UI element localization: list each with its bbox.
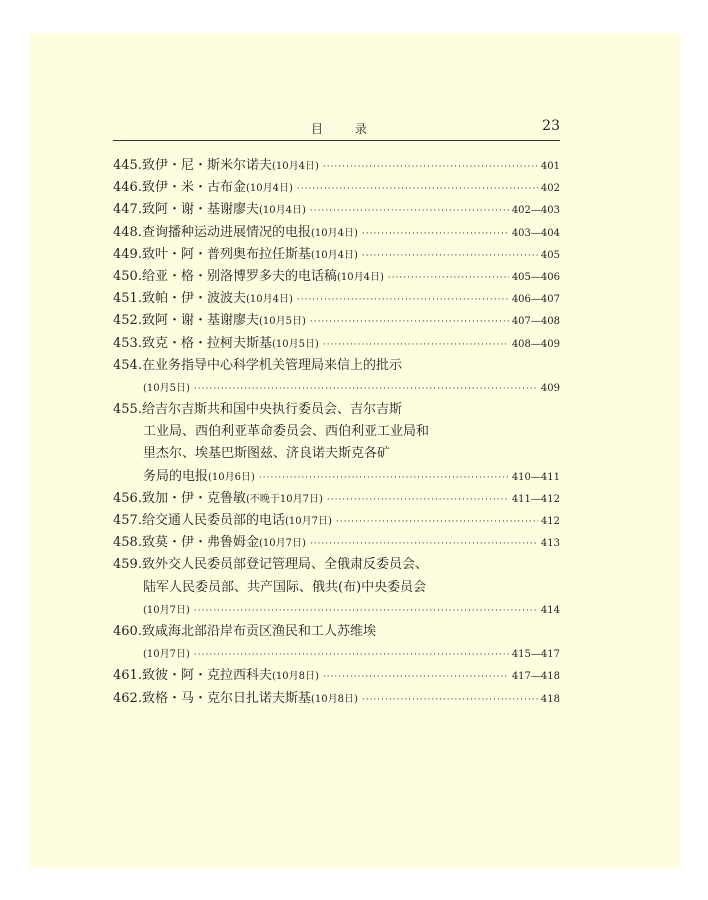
- toc-line-text: [113, 333, 319, 356]
- entry-title: 务局的电报: [143, 468, 209, 484]
- dot-leader: [323, 334, 509, 356]
- toc-entry-458: [113, 532, 560, 554]
- entry-page-number: 402—403: [511, 205, 560, 217]
- toc-line-text: [113, 199, 306, 222]
- toc-line: [113, 466, 560, 488]
- toc-line: [113, 266, 560, 288]
- toc-line-text: [113, 266, 384, 289]
- toc-line: [113, 510, 560, 532]
- toc-entry-454: [113, 355, 560, 399]
- page-number: 23: [542, 118, 560, 134]
- toc-line-text: [143, 643, 190, 666]
- entry-title: 452.致阿・谢・基谢廖夫: [113, 313, 259, 329]
- toc-line: [113, 621, 560, 643]
- entry-page-number: 401: [540, 161, 560, 172]
- entry-title: 456.致加・伊・克鲁敏: [113, 490, 246, 506]
- toc-entry-462: [113, 688, 560, 710]
- dot-leader: [297, 289, 509, 311]
- toc-entry-446: [113, 177, 560, 199]
- toc-line-text: [113, 222, 358, 245]
- entry-date: (10月4日): [245, 294, 293, 306]
- toc-line: [113, 244, 560, 266]
- entry-title: 459.致外交人民委员部登记管理局、全俄肃反委员会、: [113, 557, 428, 573]
- entry-date: (10月8日): [271, 671, 319, 683]
- toc-line-text: [113, 557, 428, 572]
- toc-entry-455: [113, 399, 560, 488]
- entry-title: 445.致伊・尼・斯米尔诺夫: [113, 158, 272, 173]
- toc-line: [113, 532, 560, 554]
- toc-line: [113, 643, 560, 665]
- toc-entry-453: [113, 333, 560, 355]
- toc-line-text: [113, 532, 306, 555]
- dot-leader: [323, 666, 509, 688]
- entry-title: 工业局、西伯利亚革命委员会、西伯利亚工业局和: [143, 424, 430, 440]
- entry-title: 陆军人民委员部、共产国际、俄共(布)中央委员会: [143, 579, 427, 595]
- entry-date: (10月5日): [271, 338, 319, 350]
- entry-date: (10月4日): [245, 183, 293, 195]
- entry-title: 451.致帕・伊・波波夫: [113, 291, 246, 307]
- dot-leader: [194, 600, 538, 622]
- toc-entry-457: [113, 510, 560, 532]
- entry-page-number: 405: [540, 249, 560, 261]
- entry-page-number: 406—407: [511, 294, 560, 306]
- toc-line: [113, 288, 560, 310]
- table-of-contents: [113, 155, 560, 710]
- toc-line: [113, 355, 560, 377]
- entry-page-number: 415—417: [511, 649, 560, 661]
- toc-entry-445: [113, 155, 560, 177]
- entry-date: (不晚于10月7日): [245, 493, 323, 505]
- dot-leader: [362, 245, 538, 267]
- entry-page-number: 411—412: [511, 493, 560, 505]
- toc-line: [113, 377, 560, 399]
- toc-line: [113, 199, 560, 221]
- toc-line: [113, 488, 560, 510]
- toc-line: [113, 222, 560, 244]
- toc-line-text: [113, 510, 332, 533]
- entry-title: 448.查询播种运动进展情况的电报: [113, 224, 311, 240]
- entry-title: 462.致格・马・克尔日扎诺夫斯基: [113, 690, 311, 706]
- toc-line-text: [113, 155, 319, 178]
- entry-date: (10月8日): [310, 693, 358, 705]
- entry-page-number: 418: [540, 693, 560, 705]
- toc-line-text: [143, 446, 390, 461]
- toc-line: [113, 421, 560, 443]
- dot-leader: [194, 378, 538, 400]
- dot-leader: [194, 644, 509, 666]
- entry-page-number: 409: [540, 382, 560, 394]
- entry-title: 457.给交通人民委员部的电话: [113, 513, 285, 528]
- entry-page-number: 412: [540, 516, 560, 527]
- dot-leader: [310, 200, 509, 222]
- entry-title: 454.在业务指导中心科学机关管理局来信上的批示: [113, 357, 402, 373]
- toc-line: [113, 577, 560, 599]
- toc-entry-456: [113, 488, 560, 510]
- entry-page-number: 403—404: [511, 227, 560, 239]
- entry-page-number: 407—408: [511, 316, 560, 328]
- dot-leader: [259, 467, 509, 489]
- toc-line-text: [113, 358, 402, 373]
- entry-date: (10月4日): [310, 249, 358, 261]
- toc-line-text: [113, 665, 319, 688]
- toc-entry-447: [113, 199, 560, 221]
- dot-leader: [310, 533, 538, 555]
- dot-leader: [323, 156, 538, 178]
- dot-leader: [297, 178, 538, 200]
- toc-line: [113, 443, 560, 465]
- entry-page-number: 417—418: [511, 671, 560, 683]
- toc-line-text: [113, 177, 293, 200]
- entry-title: 里杰尔、埃基巴斯图兹、济良诺夫斯克各矿: [143, 446, 391, 462]
- page-title: 目 录: [311, 122, 381, 136]
- toc-entry-451: [113, 288, 560, 310]
- toc-line-text: [113, 288, 293, 311]
- entry-date: (10月4日): [258, 205, 306, 217]
- toc-line-text: [143, 466, 255, 489]
- toc-line-text: [113, 310, 306, 333]
- entry-title: 450.给亚・格・别洛博罗多夫的电话稿: [113, 268, 337, 284]
- dot-leader: [327, 489, 509, 511]
- entry-date: (10月5日): [258, 316, 306, 328]
- entry-title: 455.给吉尔吉斯共和国中央执行委员会、吉尔吉斯: [113, 402, 402, 418]
- toc-line-text: [113, 688, 358, 711]
- entry-date: (10月4日): [336, 271, 384, 283]
- entry-date: (10月4日): [310, 227, 358, 239]
- entry-page-number: 402: [540, 183, 560, 195]
- entry-title: 449.致叶・阿・普列奥布拉任斯基: [113, 246, 311, 262]
- toc-line-text: [143, 580, 426, 595]
- entry-date: (10月4日): [271, 161, 319, 172]
- dot-leader: [362, 689, 538, 711]
- toc-line: [113, 665, 560, 687]
- toc-entry-450: [113, 266, 560, 288]
- dot-leader: [336, 511, 538, 533]
- toc-line: [113, 155, 560, 177]
- toc-line: [113, 333, 560, 355]
- toc-line-text: [143, 424, 429, 439]
- entry-date: (10月6日): [208, 471, 255, 483]
- toc-line-text: [113, 624, 376, 639]
- dot-leader: [310, 311, 509, 333]
- dot-leader: [388, 267, 509, 289]
- toc-line-text: [113, 244, 358, 267]
- toc-entry-461: [113, 665, 560, 687]
- entry-date: (10月5日): [143, 382, 190, 394]
- toc-line: [113, 399, 560, 421]
- toc-line: [113, 310, 560, 332]
- toc-line: [113, 177, 560, 199]
- entry-title: 453.致克・格・拉柯夫斯基: [113, 335, 272, 351]
- toc-entry-452: [113, 310, 560, 332]
- entry-page-number: 413: [540, 538, 560, 550]
- toc-line-text: [113, 402, 402, 417]
- toc-line-text: [113, 488, 323, 511]
- toc-entry-460: [113, 621, 560, 665]
- toc-line: [113, 599, 560, 621]
- entry-page-number: 405—406: [511, 271, 560, 283]
- entry-title: 461.致彼・阿・克拉西科夫: [113, 668, 272, 684]
- toc-entry-448: [113, 222, 560, 244]
- toc-line-text: [143, 599, 190, 622]
- toc-line-text: [143, 377, 190, 400]
- page-header: [113, 120, 560, 141]
- entry-title: 447.致阿・谢・基谢廖夫: [113, 202, 259, 218]
- entry-date: (10月7日): [143, 649, 190, 661]
- toc-entry-449: [113, 244, 560, 266]
- toc-line: [113, 554, 560, 576]
- toc-entry-459: [113, 554, 560, 621]
- entry-date: (10月7日): [258, 538, 306, 550]
- entry-page-number: 414: [540, 604, 560, 616]
- entry-page-number: 408—409: [511, 338, 560, 350]
- toc-line: [113, 688, 560, 710]
- entry-date: (10月7日): [143, 604, 190, 616]
- entry-title: 446.致伊・米・古布金: [113, 180, 246, 196]
- entry-title: 460.致咸海北部沿岸布贡区渔民和工人苏维埃: [113, 623, 376, 639]
- entry-title: 458.致莫・伊・弗鲁姆金: [113, 535, 259, 551]
- entry-date: (10月7日): [284, 516, 332, 527]
- dot-leader: [362, 223, 509, 245]
- entry-page-number: 410—411: [511, 471, 560, 483]
